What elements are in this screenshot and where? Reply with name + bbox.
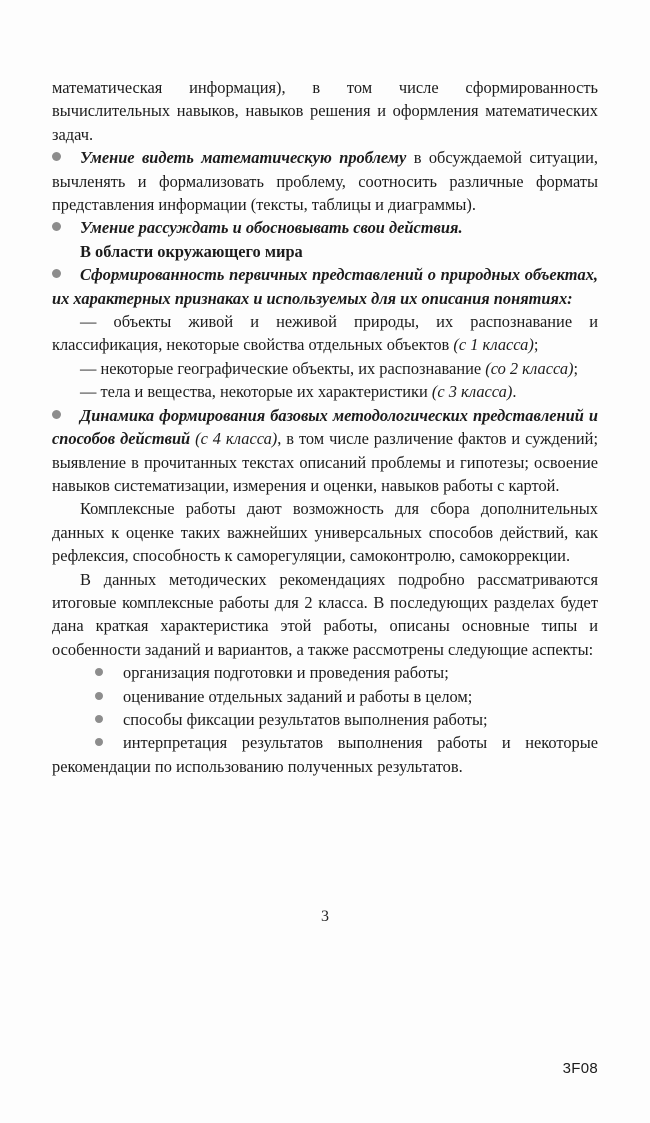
bullet-item-dynamics [52,404,598,498]
text-column [52,76,598,778]
bullet-lead-emphasis: Сформированность первичных представлений о природных объектах, их характерных признаках и используемых для их описания понятиях: [52,265,598,308]
paragraph-math-info: математическая информация), в том числе сформированность вычислительных навыков, навыков решения и оформления математических задач. [52,78,598,144]
aspect-item-text: способы фиксации результатов выполнения работы; [123,709,488,729]
dash-body-text: — объекты живой и неживой природы, их распознавание и классификация, некоторые свойства отдельных объектов [52,312,598,355]
bullet-item-reason [52,216,598,239]
bullet-body-text: , в том числе различение фактов и суждений; выявление в прочитанных текстах описаний проблемы и гипотезы; освоение навыков систематизации, измерения и оценки, навыков работы с картой. [52,429,598,495]
bullet-disc-icon [95,692,103,700]
dash-tail-punct: ; [533,335,539,355]
bullet-lead-emphasis: Умение видеть математическую проблему [80,148,407,168]
page-number: 3 [321,908,329,925]
dash-tail-punct: . [512,382,517,402]
bullet-disc-icon [52,222,61,231]
dash-item-bodies-substances [52,380,598,403]
aspect-list-item [52,661,598,684]
bullet-lead-emphasis: Умение рассуждать и обосновывать свои действия. [80,218,463,238]
bullet-body-text: в обсуждаемой ситуации, вычленять и формализовать проблему, соотносить различные форматы представления информации (тексты, таблицы и диаграммы). [52,148,598,215]
aspect-item-text: оценивание отдельных заданий и работы в целом; [123,686,473,706]
subheading-world-area: В области окружающего мира [80,241,303,261]
bullet-disc-icon [95,738,103,746]
aspect-list-item [52,685,598,708]
dash-body-text: — тела и вещества, некоторые их характеристики [80,382,432,402]
bullet-lead-emphasis: Динамика формирования базовых методологических представлений и способов действий [52,405,598,449]
dash-class-note: (со 2 класса) [485,358,574,378]
paragraph-recommendations: В данных методических рекомендациях подробно рассматриваются итоговые комплексные работы для 2 класса. В последующих разделах будет дана краткая характеристика этой работы, описаны основные типы и особенности заданий и вариантов, а также рассмотрены следующие аспекты: [52,569,598,659]
aspect-item-text: организация подготовки и проведения работы; [123,663,449,683]
paragraph-complex-works: Комплексные работы дают возможность для сбора дополнительных данных к оценке таких важнейших универсальных способов действий, как рефлексия, способность к саморегуляции, самоконтролю, самокоррекции. [52,499,598,566]
footer-code: 3F08 [562,1060,598,1077]
bullet-item-primary-notions [52,263,598,310]
bullet-disc-icon [95,668,103,676]
dash-item-geographic [52,357,598,380]
bullet-item-see-problem [52,146,598,216]
aspect-list-item [52,731,598,778]
dash-tail-punct: ; [573,358,579,378]
dash-class-note: (с 1 класса) [453,335,534,355]
bullet-disc-icon [95,715,103,723]
aspect-item-text: интерпретация результатов выполнения работы и некоторые рекомендации по использованию полученных результатов. [52,733,598,776]
dash-class-note: (с 3 класса) [431,382,513,402]
dash-item-living-nature [52,310,598,357]
bullet-class-note: (с 4 класса) [190,429,278,449]
aspect-list-item [52,708,598,731]
dash-body-text: — некоторые географические объекты, их распознавание [80,358,486,378]
bullet-disc-icon [52,410,61,419]
bullet-disc-icon [52,269,61,278]
bullet-disc-icon [52,152,61,161]
